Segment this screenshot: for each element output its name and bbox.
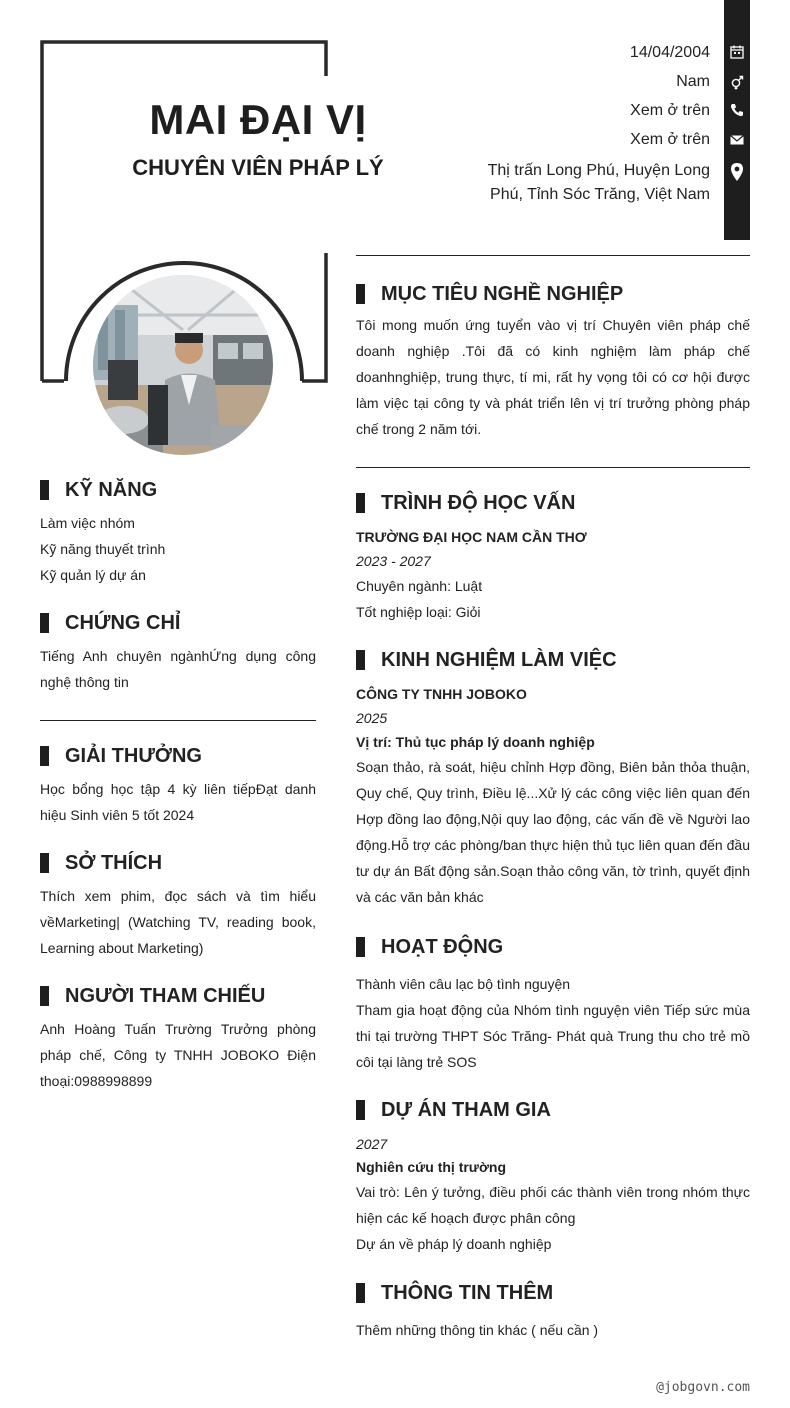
experience-section [356, 646, 750, 910]
section-title: KỸ NĂNG [65, 478, 158, 501]
additional-section [356, 1279, 750, 1343]
education-grade: Tốt nghiệp loại: Giỏi [356, 604, 481, 620]
skill-item: Làm việc nhóm [40, 515, 135, 531]
section-title: THÔNG TIN THÊM [381, 1281, 554, 1304]
calendar-icon [729, 44, 745, 60]
watermark: @jobgovn.com [656, 1380, 750, 1395]
section-marker [356, 1283, 365, 1303]
section-header [40, 849, 316, 877]
section-header [356, 1279, 750, 1307]
contact-icon-bar [724, 0, 750, 240]
references-text: Anh Hoàng Tuấn Trường Trưởng phòng pháp chế, Công ty TNHH JOBOKO Điện thoại:0988998899 [40, 1021, 316, 1089]
section-title: HOẠT ĐỘNG [381, 935, 504, 958]
activities-section [356, 933, 750, 1075]
education-major: Chuyên ngành: Luật [356, 578, 483, 594]
section-title: MỤC TIÊU NGHỀ NGHIỆP [381, 282, 624, 305]
location-icon [729, 162, 745, 182]
section-header [356, 646, 750, 674]
section-title: NGƯỜI THAM CHIẾU [65, 984, 266, 1007]
section-marker [356, 493, 365, 513]
birthday: 14/04/2004 [629, 44, 710, 61]
address [440, 159, 710, 207]
section-header [356, 489, 750, 517]
activity-item: Tham gia hoạt động của Nhóm tình nguyện viên Tiếp sức mùa thi tại trường THPT Sóc Trăng- Phát quà Trung thu cho trẻ mồ côi tại làng trẻ SOS [356, 1002, 750, 1070]
section-marker [40, 480, 49, 500]
additional-text: Thêm những thông tin khác ( nếu cần ) [356, 1322, 599, 1338]
section-header [40, 476, 316, 504]
awards-text: Học bổng học tập 4 kỳ liên tiếpĐạt danh hiệu Sinh viên 5 tốt 2024 [40, 781, 316, 823]
section-marker [40, 746, 49, 766]
mail-icon [729, 132, 745, 148]
section-header [356, 280, 750, 308]
hobbies-section [40, 849, 316, 961]
experience-description: Soạn thảo, rà soát, hiệu chỉnh Hợp đồng, Biên bản thỏa thuận, Quy chế, Quy trình, Điều lệ...Xử lý các công việc liên quan đến Hợp đồng lao động,Nội quy lao động, các vấn đề về Người lao động.Hỗ trợ các phòng/ban thực hiện thủ tục liên quan đến đầu tư dự án Bất động sản.Soạn thảo công văn, tờ trình, quyết định và các văn bản khác [356, 759, 750, 905]
section-header [40, 742, 316, 770]
section-marker [40, 853, 49, 873]
section-title: CHỨNG CHỈ [65, 611, 181, 634]
skill-item: Kỹ năng thuyết trình [40, 541, 166, 557]
section-title: SỞ THÍCH [65, 851, 163, 874]
gender: Nam [676, 73, 710, 90]
project-name: Nghiên cứu thị trường [356, 1159, 506, 1175]
project-role: Vai trò: Lên ý tưởng, điều phối các thành viên trong nhóm thực hiện các kế hoạch được phân công [356, 1184, 750, 1226]
experience-year: 2025 [356, 710, 388, 726]
section-marker [356, 650, 365, 670]
phone: Xem ở trên [630, 102, 710, 119]
contact-info [440, 40, 710, 207]
references-section [40, 982, 316, 1094]
company-name: CÔNG TY TNHH JOBOKO [356, 686, 527, 702]
section-marker [356, 937, 365, 957]
project-year: 2027 [356, 1136, 388, 1152]
certificates-section [40, 609, 316, 695]
section-header [356, 933, 750, 961]
skills-section [40, 476, 316, 588]
divider [356, 467, 750, 468]
email: Xem ở trên [630, 131, 710, 148]
awards-section [40, 742, 316, 828]
project-extra: Dự án về pháp lý doanh nghiệp [356, 1236, 552, 1252]
education-period: 2023 - 2027 [356, 553, 431, 569]
skill-item: Kỹ quản lý dự án [40, 567, 146, 583]
activity-item: Thành viên câu lạc bộ tình nguyện [356, 976, 571, 992]
divider [40, 720, 316, 721]
address-line-1: Thị trấn Long Phú, Huyện Long [487, 162, 710, 179]
section-title: KINH NGHIỆM LÀM VIỆC [381, 648, 617, 671]
section-title: DỰ ÁN THAM GIA [381, 1098, 551, 1121]
gender-icon [729, 74, 745, 90]
certificates-text: Tiếng Anh chuyên ngànhỨng dụng công nghệ thông tin [40, 648, 316, 690]
phone-icon [729, 102, 745, 118]
objective-section [356, 280, 750, 442]
section-marker [40, 613, 49, 633]
hobbies-text: Thích xem phim, đọc sách và tìm hiểu vềMarketing| (Watching TV, reading book, Learning about Marketing) [40, 888, 316, 956]
address-line-2: Phú, Tỉnh Sóc Trăng, Việt Nam [490, 186, 710, 203]
section-header [40, 609, 316, 637]
job-title: CHUYÊN VIÊN PHÁP LÝ [132, 155, 384, 180]
section-header [40, 982, 316, 1010]
section-title: TRÌNH ĐỘ HỌC VẤN [381, 491, 576, 514]
section-title: GIẢI THƯỞNG [65, 744, 202, 767]
profile-photo [93, 275, 273, 455]
candidate-name: MAI ĐẠI VỊ [149, 96, 367, 143]
section-marker [356, 1100, 365, 1120]
objective-text: Tôi mong muốn ứng tuyển vào vị trí Chuyên viên pháp chế doanh nghiệp .Tôi đã có kinh nghiệm làm pháp chế doanhnghiệp, trung thực, tí mi, rất hy vọng tôi có cơ hội được làm việc tại công ty và phát triển lên vị trí trưởng phòng pháp chế trong 2 năm tới. [356, 317, 750, 437]
divider [356, 255, 750, 256]
projects-section [356, 1096, 750, 1257]
section-header [356, 1096, 750, 1124]
school-name: TRƯỜNG ĐẠI HỌC NAM CẦN THƠ [356, 529, 587, 545]
education-section [356, 489, 750, 625]
experience-position: Vị trí: Thủ tục pháp lý doanh nghiệp [356, 734, 595, 750]
section-marker [40, 986, 49, 1006]
section-marker [356, 284, 365, 304]
